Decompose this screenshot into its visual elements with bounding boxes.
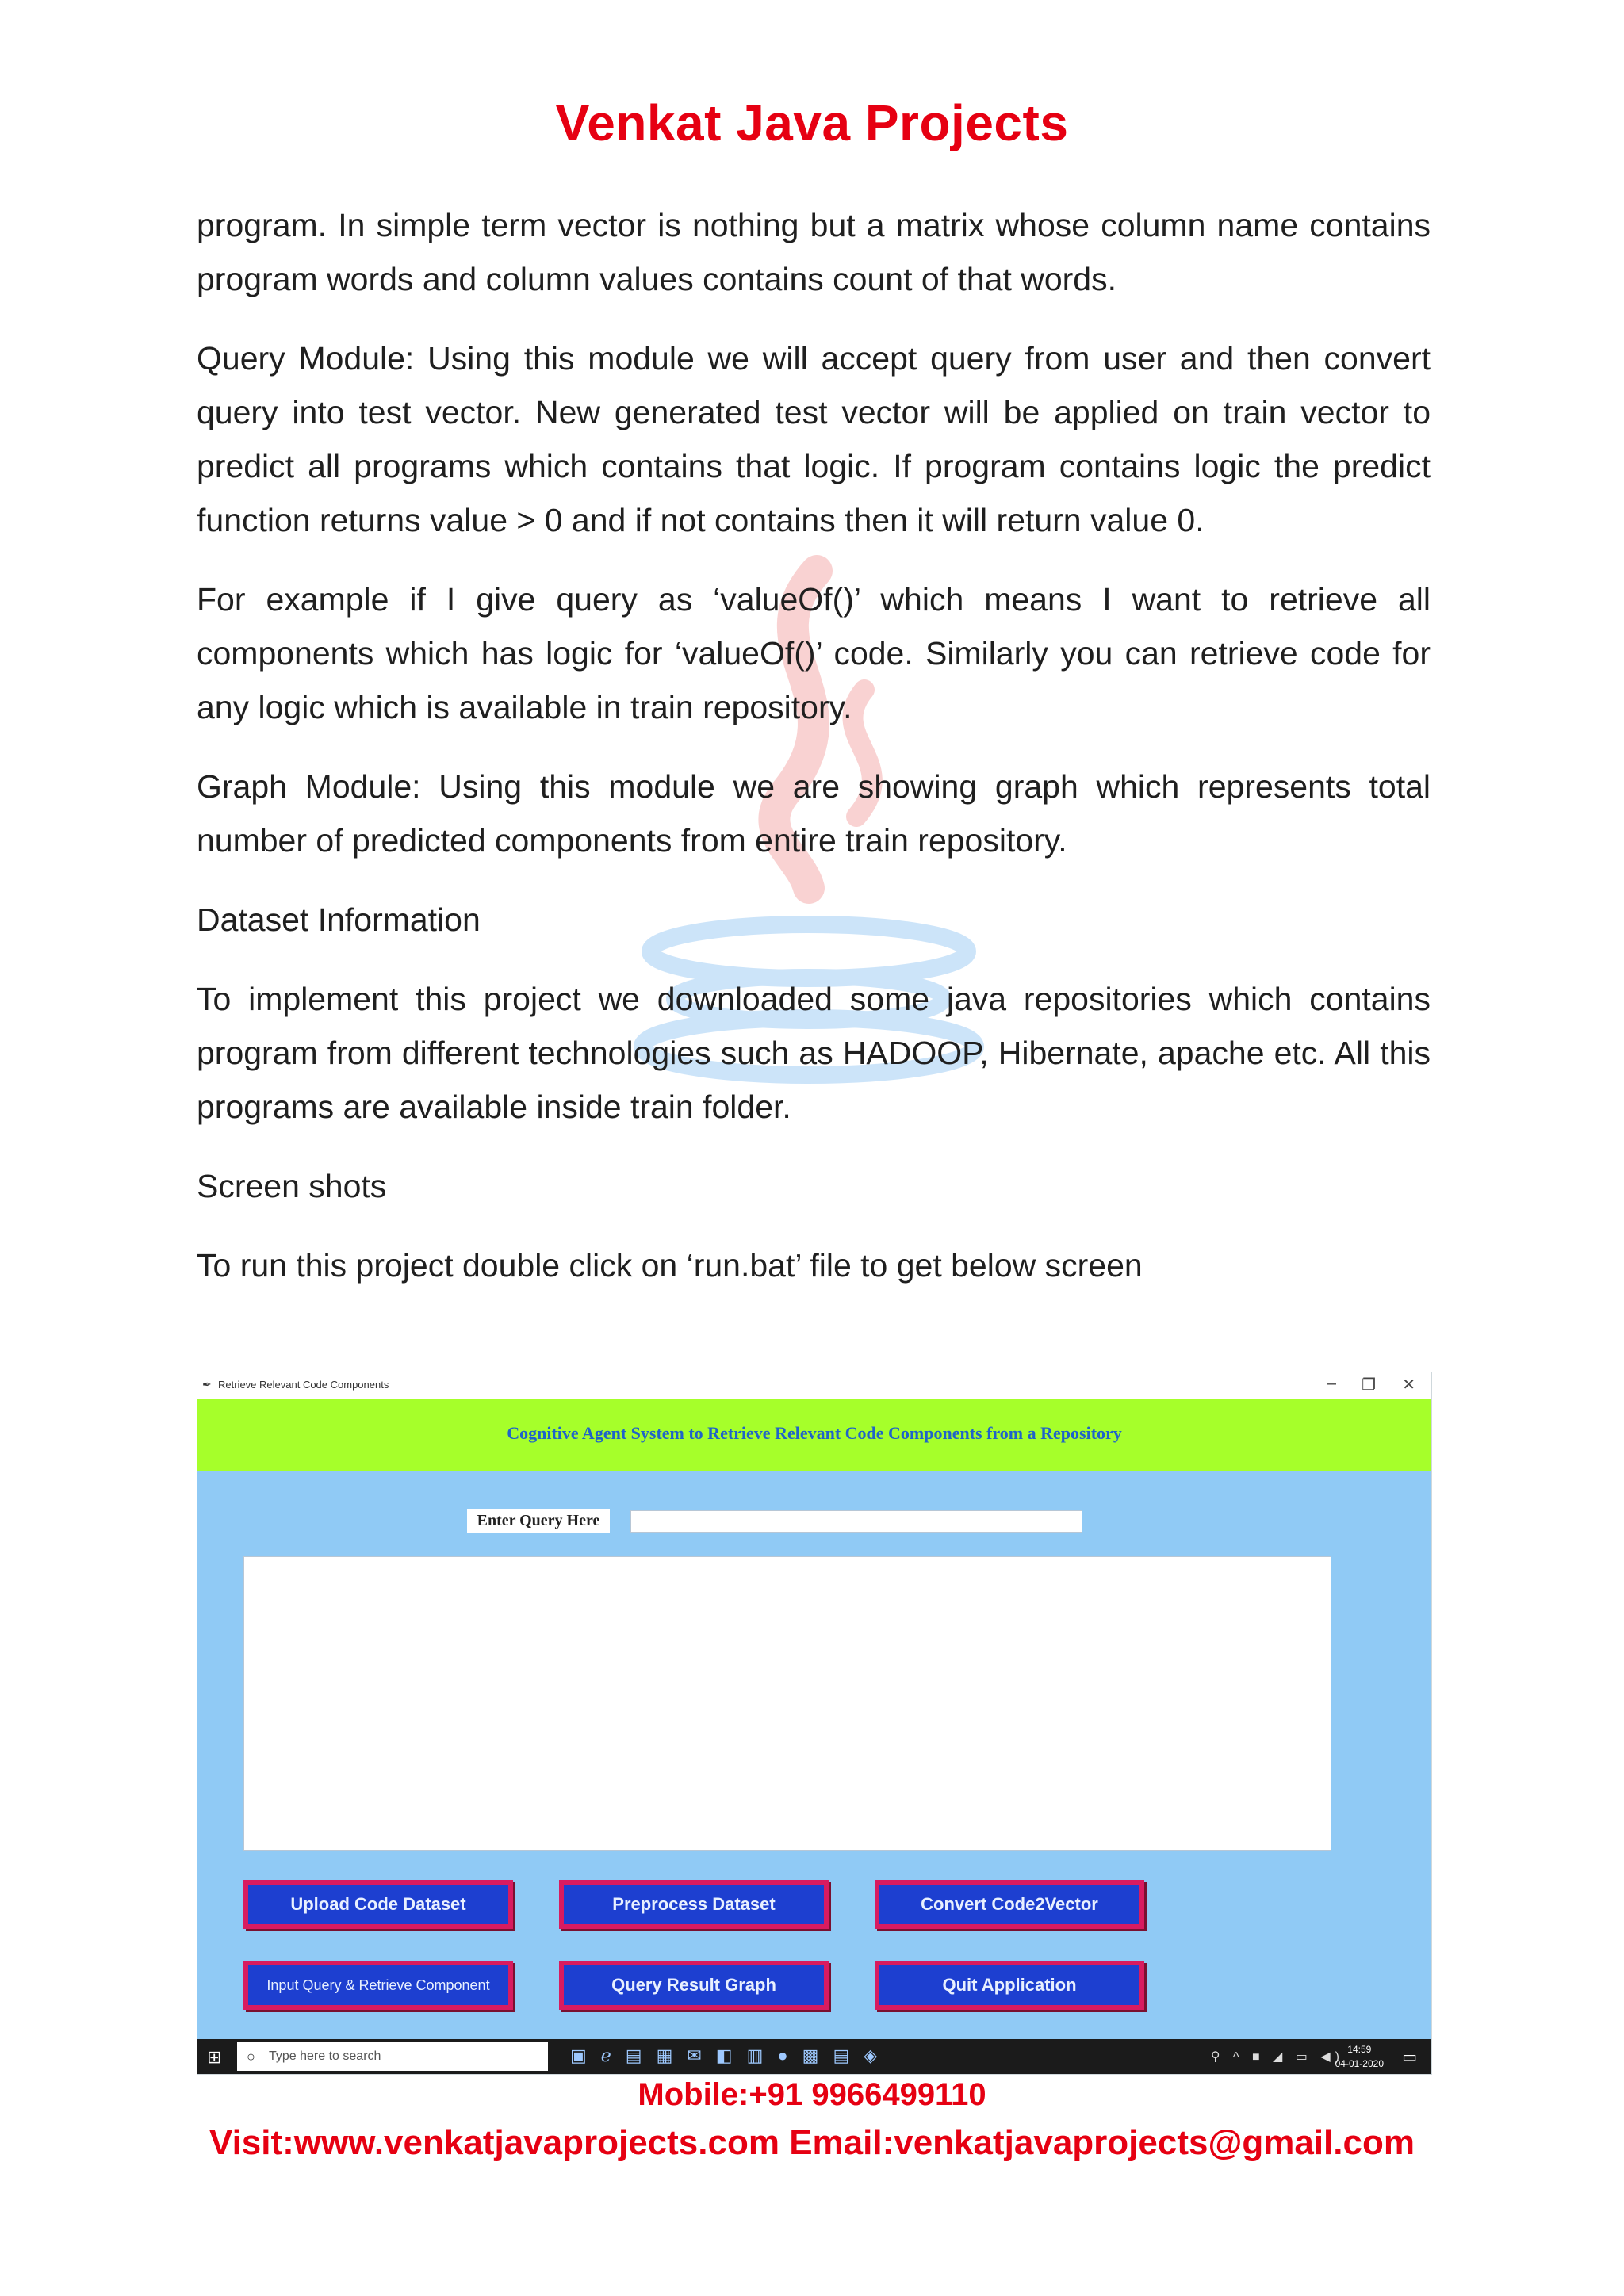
query-result-graph-button[interactable]: Query Result Graph: [559, 1961, 829, 2010]
paragraph-run-instructions: To run this project double click on ‘run.bat’ file to get below screen: [197, 1247, 1143, 1284]
paragraph-vector: program. In simple term vector is nothing but a matrix whose column name contains program words and column values contains count of that words.: [197, 207, 1431, 297]
window-titlebar: [197, 1372, 1431, 1399]
heading-screen-shots: Screen shots: [197, 1168, 387, 1204]
upload-code-dataset-button[interactable]: Upload Code Dataset: [243, 1880, 513, 1929]
taskbar-search-placeholder: Type here to search: [269, 2049, 381, 2063]
search-icon: ○: [247, 2049, 255, 2064]
application-screenshot: [197, 1372, 1432, 2075]
output-text-area[interactable]: [243, 1556, 1331, 1851]
restore-icon[interactable]: ❐: [1362, 1376, 1376, 1394]
paragraph-query-module: Query Module: Using this module we will accept query from user and then convert query into test vector. New generated test vector will be applied on train vector to predict all programs which contains that logic. If program contains logic the predict function returns value > 0 and if not contains then it will return value 0.: [197, 340, 1431, 538]
taskbar-search[interactable]: [237, 2042, 548, 2071]
heading-dataset-information: Dataset Information: [197, 901, 481, 938]
paragraph-example: For example if I give query as ‘valueOf()’ which means I want to retrieve all components which has logic for ‘valueOf()’ code. Similarly you can retrieve code for any logic which is available in train repository.: [197, 581, 1431, 725]
system-tray-icons[interactable]: ⚲ ^ ■ ◢ ▭ ◀): [1210, 2050, 1344, 2064]
feather-icon: ✒: [202, 1378, 212, 1391]
preprocess-dataset-button[interactable]: Preprocess Dataset: [559, 1880, 829, 1929]
taskbar-clock[interactable]: [1335, 2042, 1384, 2071]
windows-taskbar: [197, 2039, 1431, 2074]
convert-code2vector-button[interactable]: Convert Code2Vector: [875, 1880, 1144, 1929]
paragraph-graph-module: Graph Module: Using this module we are showing graph which represents total number of predicted components from entire train repository.: [197, 768, 1431, 859]
window-title: Retrieve Relevant Code Components: [218, 1379, 389, 1391]
quit-application-button[interactable]: Quit Application: [875, 1961, 1144, 2010]
close-icon[interactable]: ✕: [1402, 1376, 1415, 1394]
minimize-icon[interactable]: –: [1327, 1375, 1336, 1392]
paragraph-dataset: To implement this project we downloaded some java repositories which contains program from different technologies such as HADOOP, Hibernate, apache etc. All this programs are available inside train folder.: [197, 981, 1431, 1125]
banner-title: Cognitive Agent System to Retrieve Relevant Code Components from a Repository: [507, 1423, 1122, 1443]
document-body: [197, 198, 1431, 1318]
notification-icon[interactable]: ▭: [1402, 2049, 1417, 2066]
windows-start-icon[interactable]: ⊞: [207, 2047, 222, 2067]
app-banner: [197, 1399, 1431, 1471]
footer-visit-email: Visit:www.venkatjavaprojects.com Email:venkatjavaprojects@gmail.com: [209, 2123, 1415, 2162]
input-query-retrieve-button[interactable]: Input Query & Retrieve Component: [243, 1961, 513, 2010]
query-input[interactable]: [630, 1510, 1082, 1533]
taskbar-time: 14:59: [1347, 2044, 1372, 2055]
taskbar-date: 04-01-2020: [1335, 2058, 1384, 2069]
query-label: Enter Query Here: [467, 1509, 610, 1533]
footer-mobile: Mobile:+91 9966499110: [638, 2077, 986, 2112]
page-title: Venkat Java Projects: [555, 94, 1069, 151]
taskbar-app-icons[interactable]: ▣ℯ▤▦✉◧▥●▩▤◈: [570, 2045, 892, 2065]
